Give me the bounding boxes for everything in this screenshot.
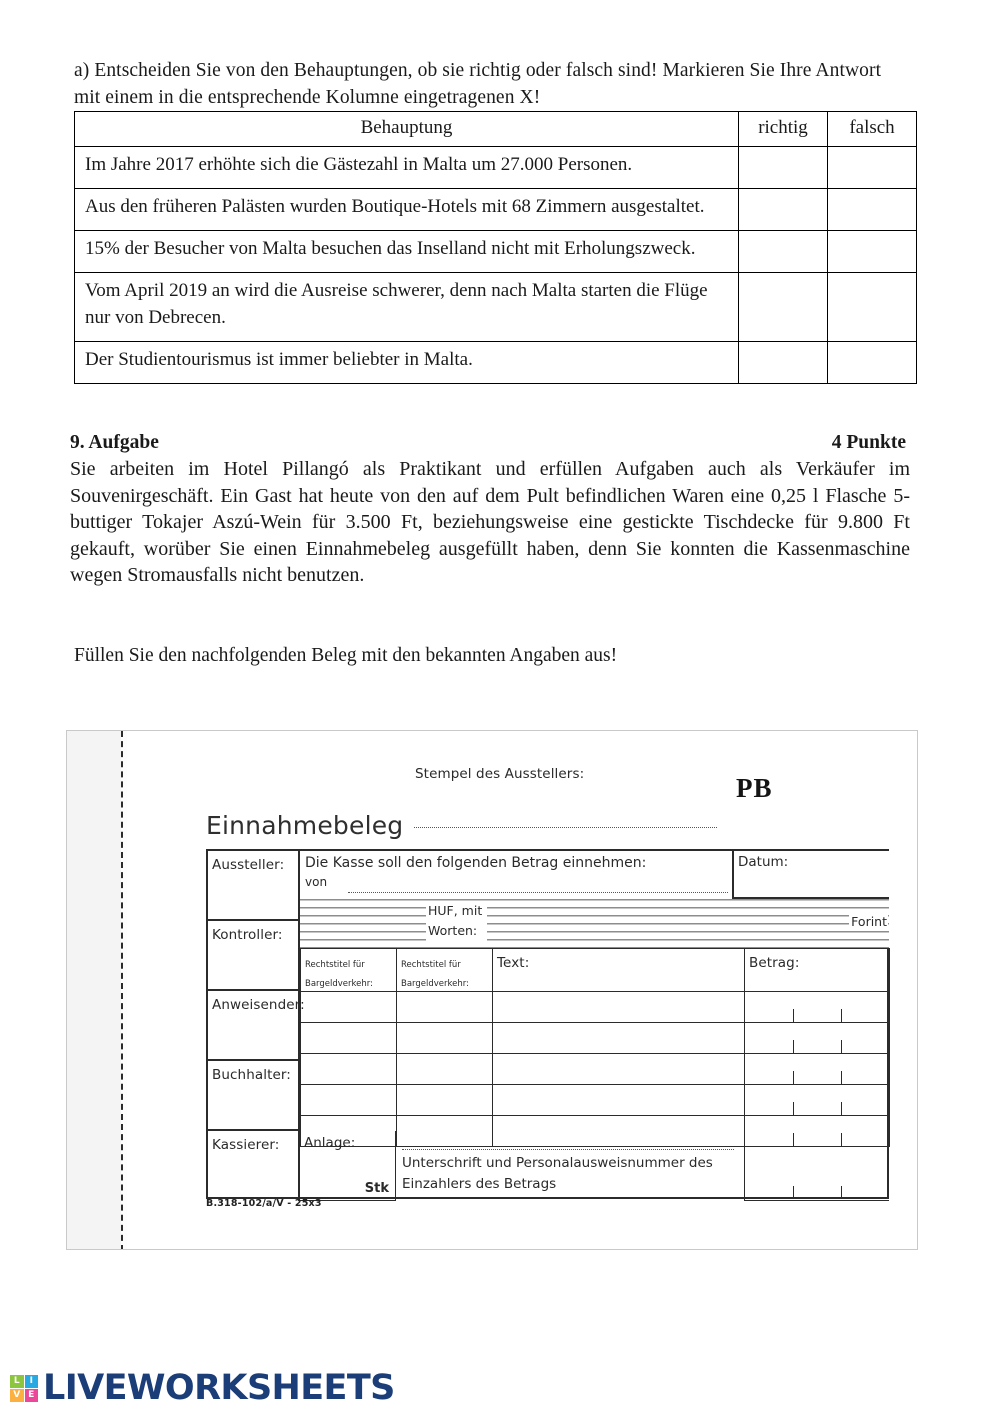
field-label: Aussteller: (212, 857, 285, 873)
worten-label: Worten: (428, 923, 478, 939)
von-dotted-line[interactable] (348, 892, 728, 893)
answer-cell-falsch[interactable] (828, 272, 917, 341)
column-header-behauptung: Behauptung (75, 112, 739, 147)
cell-rechtstitel-2[interactable] (397, 1022, 493, 1053)
forint-label: Forint (851, 914, 887, 929)
von-label: von (305, 875, 328, 889)
cell-text[interactable] (493, 1084, 745, 1115)
cell-rechtstitel-1[interactable] (301, 1053, 397, 1084)
signature-dotted-line (402, 1149, 734, 1150)
liveworksheets-logo-icon (10, 1375, 38, 1402)
kasse-instruction: Die Kasse soll den folgenden Betrag einnehmen: (305, 855, 647, 871)
cell-text[interactable] (493, 991, 745, 1022)
datum-field[interactable] (732, 851, 889, 899)
header-rechtstitel-2 (397, 949, 493, 992)
table-header-row (75, 112, 917, 147)
thousands-tick (793, 1102, 794, 1115)
field-label: Kontroller: (212, 927, 283, 943)
signature-caption (402, 1153, 742, 1195)
thousands-tick (841, 1071, 842, 1084)
amount-header-block (300, 851, 889, 948)
claim-text: Vom April 2019 an wird die Ausreise schwerer, denn nach Malta starten die Flüge nur von Debrecen. (75, 272, 739, 341)
header-label: Betrag: (749, 955, 800, 971)
form-code: B.318-102/a/V - 25x3 (206, 1198, 322, 1209)
header-label: Rechtstitel für Bargeldverkehr: (401, 960, 469, 990)
claim-text: Aus den früheren Palästen wurden Boutique-Hotels mit 68 Zimmern ausgestaltet. (75, 188, 739, 230)
answer-cell-richtig[interactable] (739, 230, 828, 272)
logo-tile-v: V (10, 1389, 24, 1402)
claim-text: 15% der Besucher von Malta besuchen das Inselland nicht mit Erholungszweck. (75, 230, 739, 272)
receipt-footer-block (300, 1131, 889, 1201)
answer-cell-falsch[interactable] (828, 147, 917, 189)
task-points: 4 Punkte (831, 432, 906, 453)
table-row (75, 272, 917, 341)
receipt-title: Einnahmebeleg (206, 811, 404, 840)
answer-cell-richtig[interactable] (739, 341, 828, 383)
anlage-field[interactable] (300, 1131, 396, 1201)
receipt-items-table (300, 948, 890, 1147)
cell-rechtstitel-2[interactable] (397, 1084, 493, 1115)
header-label: Rechtstitel für Bargeldverkehr: (305, 960, 373, 990)
thousands-tick (793, 1071, 794, 1084)
thousands-tick (841, 1102, 842, 1115)
field-label: Anweisender: (212, 997, 305, 1013)
answer-cell-falsch[interactable] (828, 341, 917, 383)
task-9-header (70, 432, 906, 454)
perforation-line (121, 731, 123, 1250)
amount-in-words-lines[interactable] (300, 899, 889, 948)
field-kassierer[interactable] (208, 1131, 298, 1201)
thousands-tick (841, 1009, 842, 1022)
table-row (75, 341, 917, 383)
answer-cell-falsch[interactable] (828, 188, 917, 230)
cell-rechtstitel-1[interactable] (301, 1022, 397, 1053)
cell-rechtstitel-1[interactable] (301, 1084, 397, 1115)
claim-text: Der Studientourismus ist immer beliebter in Malta. (75, 341, 739, 383)
task-9-body: Sie arbeiten im Hotel Pillangó als Praktikant und erfüllen Aufgaben auch als Verkäufer im Souvenirgeschäft. Ein Gast hat heute von den auf dem Pult befindlichen Waren eine 0,25 l Flasche 5-buttiger Tokajer Aszú-Wein für 3.500 Ft, beziehungsweise eine gestickte Tischdecke für 9.800 Ft gekauft, worüber Sie einen Einnahmebeleg ausgefüllt haben, denn Sie konnten die Kassenmaschine wegen Stromausfalls nicht benutzen. (70, 458, 910, 587)
column-header-richtig: richtig (739, 112, 828, 147)
receipt-form-body (127, 731, 918, 1250)
form-left-margin (67, 731, 121, 1250)
thousands-tick (793, 1186, 794, 1199)
header-rechtstitel-1 (301, 949, 397, 992)
signature-label-column (208, 851, 305, 1201)
cell-rechtstitel-2[interactable] (397, 1053, 493, 1084)
anlage-label: Anlage: (304, 1135, 356, 1151)
thousands-tick (841, 1040, 842, 1053)
task-9-instruction: Füllen Sie den nachfolgenden Beleg mit den bekannten Angaben aus! (74, 645, 618, 666)
header-label: Text: (497, 955, 530, 971)
logo-tile-i: I (25, 1375, 39, 1388)
field-buchhalter[interactable] (208, 1061, 298, 1131)
payer-signature-area[interactable] (396, 1131, 744, 1201)
cell-betrag[interactable] (745, 1084, 890, 1115)
table-row (75, 230, 917, 272)
cell-betrag[interactable] (745, 991, 890, 1022)
receipt-main-area (300, 851, 889, 1201)
huf-label: HUF, mit (428, 903, 483, 918)
field-label: Kassierer: (212, 1137, 280, 1153)
field-aussteller[interactable] (208, 851, 298, 921)
table-row (75, 188, 917, 230)
table-row (301, 1053, 890, 1084)
cell-rechtstitel-2[interactable] (397, 991, 493, 1022)
items-header-row (301, 949, 890, 992)
cell-betrag[interactable] (745, 1022, 890, 1053)
cell-rechtstitel-1[interactable] (301, 991, 397, 1022)
liveworksheets-wordmark: LIVEWORKSHEETS (43, 1368, 395, 1408)
liveworksheets-footer (10, 1368, 395, 1408)
header-betrag (745, 949, 890, 992)
logo-tile-l: L (10, 1375, 24, 1388)
part-a-instruction: a) Entscheiden Sie von den Behauptungen, ob sie richtig oder falsch sind! Markieren Sie Ihre Antwort mit einem in die entsprechende Kolumne eingetragenen X! (74, 60, 882, 108)
datum-label: Datum: (738, 854, 789, 870)
field-kontroller[interactable] (208, 921, 298, 991)
answer-cell-richtig[interactable] (739, 272, 828, 341)
cell-text[interactable] (493, 1053, 745, 1084)
receipt-form-image (66, 730, 918, 1250)
task-number: 9. Aufgabe (70, 432, 159, 453)
thousands-tick (793, 1009, 794, 1022)
field-label: Buchhalter: (212, 1067, 291, 1083)
stempel-label: Stempel des Ausstellers: (415, 766, 585, 782)
signature-caption-line-1: Unterschrift und Personalausweisnummer des (402, 1155, 713, 1171)
signature-caption-line-2: Einzahlers des Betrags (402, 1175, 557, 1192)
answer-cell-richtig[interactable] (739, 188, 828, 230)
thousands-tick (793, 1040, 794, 1053)
pb-mark: PB (736, 773, 773, 803)
column-header-falsch: falsch (828, 112, 917, 147)
thousands-tick (841, 1186, 842, 1199)
table-row (75, 147, 917, 189)
claim-text: Im Jahre 2017 erhöhte sich die Gästezahl in Malta um 27.000 Personen. (75, 147, 739, 189)
answer-cell-richtig[interactable] (739, 147, 828, 189)
huf-worten-label (426, 901, 487, 946)
table-row (301, 991, 890, 1022)
header-text (493, 949, 745, 992)
field-anweisender[interactable] (208, 991, 305, 1061)
table-row (301, 1022, 890, 1053)
cell-betrag[interactable] (745, 1053, 890, 1084)
cell-text[interactable] (493, 1022, 745, 1053)
stempel-dotted-line (414, 827, 717, 828)
logo-tile-e: E (25, 1389, 39, 1402)
answer-cell-falsch[interactable] (828, 230, 917, 272)
total-amount-cell[interactable] (744, 1131, 889, 1201)
stk-label: Stk (364, 1181, 389, 1196)
true-false-table (74, 111, 917, 384)
receipt-grid (206, 849, 889, 1199)
table-row (301, 1084, 890, 1115)
